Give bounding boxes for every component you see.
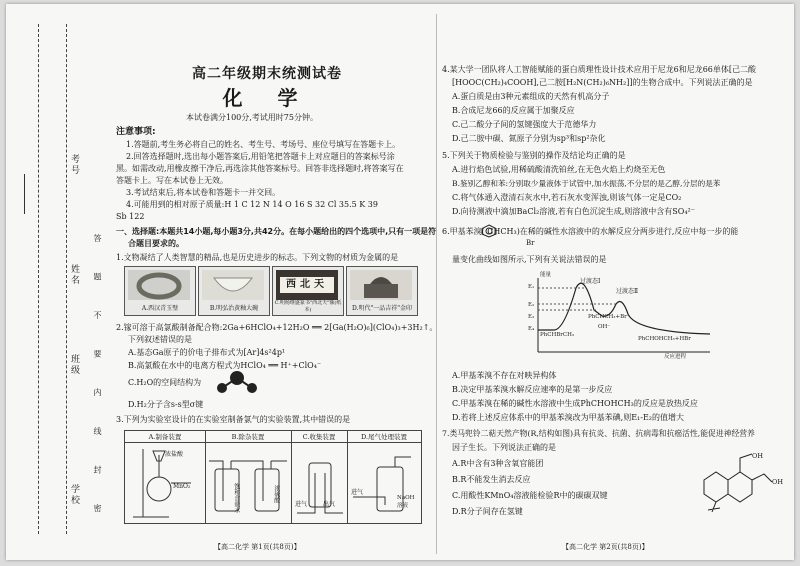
jade-bi-icon — [128, 270, 190, 300]
label-naoh: NaOH溶液 — [397, 495, 415, 509]
q6-option-d: D.若将上述反应体系中的甲基苯溴改为甲基苯碘,则E₁-E₂的值增大 — [452, 413, 685, 422]
question-3: 3.下列为实验室设计的在实验室制备氯气的实验装置,其中错误的是 — [116, 415, 351, 424]
note-7: Sb 122 — [116, 212, 145, 221]
water-molecule-icon — [212, 370, 262, 394]
q2-option-b: B.高氯酸在水中的电离方程式为HClO₄ ══ H⁺+ClO₄⁻ — [128, 361, 322, 370]
binding-strip — [10, 24, 102, 554]
note-4: 答题卡上。写在本试卷上无效。 — [116, 176, 228, 185]
label-gas-in-c: 进气 — [295, 501, 308, 508]
q7-option-b: B.R不能发生消去反应 — [452, 475, 531, 484]
page-2 — [442, 4, 790, 560]
q4-option-d: D.己二胺中碳、氮原子分别为sp³和sp²杂化 — [452, 134, 606, 143]
y-axis-label: 能量 — [540, 272, 552, 278]
question-5: 5.下列关于物质检验与鉴别的操作及结论均正确的是 — [442, 151, 626, 160]
q5-option-d: D.向待测液中滴加BaCl₂溶液,若有白色沉淀生成,则溶液中含有SO₄²⁻ — [452, 207, 695, 216]
question-6-stem: 6.甲基苯溴( CHCH₃)在稀的碱性水溶液中的水解反应分两步进行,反应中每一步的能 — [442, 227, 739, 236]
plaque-text: 西北天 — [280, 277, 334, 293]
question-7-prompt: 因子生长。下列说法正确的是 — [452, 443, 556, 452]
structure-oh-2: OH — [772, 478, 783, 486]
page-2-footer: 【高二化学 第2页(共8页)】 — [562, 543, 649, 551]
question-2-prompt: 下列叙述错误的是 — [128, 335, 192, 344]
q6-bromine-sub: Br — [526, 239, 535, 247]
q1-option-b-image — [198, 266, 270, 316]
page-divider — [436, 14, 437, 554]
q4-option-c: C.己二酸分子间的氢键强度大于范德华力 — [452, 120, 597, 129]
kaohao-label: 考号 — [69, 154, 79, 176]
class-label: 班级 — [69, 354, 79, 376]
section-1-line-2: 合题目要求的。 — [128, 239, 184, 248]
question-1: 1.文物凝结了人类智慧的精品,也是历史进步的标志。下列文物的材质为金属的是 — [116, 253, 399, 262]
seal-line-outer — [38, 24, 39, 534]
q2-option-d: D.H₂分子含s-s型σ键 — [128, 400, 204, 409]
q7-option-c: C.用酸性KMnO₄溶液能检验R中的碳碳双键 — [452, 491, 608, 500]
exam-sheet — [6, 4, 794, 560]
q1-option-d-image — [346, 266, 418, 316]
label-gas-in-d: 进气 — [351, 489, 364, 496]
q3-header-b: B.除杂装置 — [205, 432, 291, 443]
q1-option-c: C.明杨继盛篆书"西北天"额(纸本) — [274, 299, 342, 313]
q3-header-a: A.制备装置 — [125, 432, 205, 443]
q5-option-c: C.将气体通入澄清石灰水中,若石灰水变浑浊,则该气体一定是CO₂ — [452, 193, 682, 202]
q6-option-b: B.决定甲基苯溴水解反应速率的是第一步反应 — [452, 385, 613, 394]
oh-label: OH⁻ — [598, 324, 611, 330]
exam-subject: 化 学 — [222, 86, 312, 110]
page-1 — [102, 4, 438, 560]
energy-profile-figure — [524, 274, 714, 362]
q1-option-b: B.明弘治黄釉大碗 — [209, 305, 259, 313]
section-1-line-1: 一、选择题:本题共14小题,每小题3分,共42分。在每小题给出的四个选项中,只有一项是符 — [116, 227, 437, 236]
label-mno2: MnO₂ — [173, 483, 191, 490]
q3-apparatus-table — [124, 430, 422, 524]
note-5: 3.考试结束后,将本试卷和答题卡一并交回。 — [126, 188, 281, 197]
bowl-icon — [202, 270, 264, 300]
q2-option-c: C.H₂O的空间结构为 — [128, 378, 202, 387]
question-6-prompt: 量变化曲线如图所示,下列有关说法错误的是 — [452, 255, 607, 264]
ts2-label: 过渡态Ⅱ — [616, 288, 639, 295]
q1-option-a-image — [124, 266, 196, 316]
exam-title: 高二年级期末统测试卷 — [192, 66, 342, 82]
seal-line-inner — [66, 24, 67, 534]
intermediate-label: PhCHCH₃+Br⁻ — [588, 314, 630, 320]
q5-option-b: B.鉴别乙醇和苯:分别取少量液体于试管中,加水振荡,不分层的是乙醇,分层的是苯 — [452, 179, 721, 188]
page-1-footer: 【高二化学 第1页(共8页)】 — [214, 543, 301, 551]
reactant-label: PhCHBrCH₃ — [540, 332, 575, 338]
label-brine: 饱和食盐水 — [232, 483, 240, 513]
benzene-ring-icon — [480, 224, 498, 238]
exam-info: 本试卷满分100分,考试用时75分钟。 — [186, 113, 318, 122]
q1-images — [124, 266, 420, 316]
q6-option-c: C.甲基苯溴在稀的碱性水溶液中生成PhCHOHCH₃的反应是放热反应 — [452, 399, 698, 408]
q2-option-a: A.基态Ga原子的价电子排布式为[Ar]4s²4p¹ — [128, 348, 286, 357]
note-3: 黑。如需改动,用橡皮擦干净后,再选涂其他答案标号。回答非选择题时,将答案写在 — [116, 164, 404, 173]
label-h2so4: 浓硫酸 — [272, 485, 280, 503]
school-label: 学校 — [69, 484, 79, 506]
q3-header-c: C.收集装置 — [291, 432, 347, 443]
e1-label: E₁ — [528, 284, 535, 290]
notes-heading: 注意事项: — [116, 127, 156, 137]
q1-option-c-image — [272, 266, 344, 316]
gold-seal-icon — [350, 270, 412, 300]
q3-header-d: D.尾气处理装置 — [347, 432, 421, 443]
wash-bottles-icon — [209, 445, 289, 521]
e4-label: E₄ — [528, 326, 535, 332]
q1-option-d: D.明代"一品吉祥"金印 — [351, 305, 413, 313]
q7-option-d: D.R分子间存在氢键 — [452, 507, 523, 516]
x-axis-label: 反应进程 — [664, 354, 687, 360]
note-1: 1.答题前,考生务必将自己的姓名、考生号、考场号、座位号填写在答题卡上。 — [126, 140, 401, 149]
q4-option-a: A.蛋白质是由3种元素组成的天然有机高分子 — [452, 92, 610, 101]
q4-option-b: B.合成尼龙66的反应属于加聚反应 — [452, 106, 575, 115]
diterpene-structure-icon — [690, 450, 780, 514]
e2-label: E₂ — [528, 302, 535, 308]
question-4-stem: 4.某大学一团队将人工智能赋能的蛋白质理性设计技术应用于尼龙6和尼龙66单体[己二酸 — [442, 65, 757, 74]
q1-option-a: A.西汉青玉璧 — [141, 305, 179, 313]
product-label: PhCHOHCH₃+HBr — [638, 336, 691, 342]
structure-oh-1: OH — [752, 452, 763, 460]
seal-words: 答 题 不 要 内 线 封 密 — [93, 234, 102, 526]
q7-option-a: A.R中含有3种含氧官能团 — [452, 459, 544, 468]
label-gas-out-c: 出气 — [323, 501, 336, 508]
ts1-label: 过渡态Ⅰ — [580, 278, 601, 285]
e3-label: E₃ — [528, 314, 535, 320]
name-label: 姓名 — [69, 264, 79, 286]
note-2: 2.回答选择题时,选出每小题答案后,用铅笔把答题卡上对应题目的答案标号涂 — [126, 152, 395, 161]
note-6: 4.可能用到的相对原子质量:H 1 C 12 N 14 O 16 S 32 Cl 35.5 K 39 — [126, 200, 378, 209]
q6-option-a: A.甲基苯溴不存在对映异构体 — [452, 371, 557, 380]
question-4-stem-2: [HOOC(CH₂)₄COOH],己二胺[H₂N(CH₂)₆NH₂]]的生物合成中。下列说法正确的是 — [452, 78, 753, 87]
label-conc-hcl: 浓盐酸 — [165, 451, 184, 458]
question-7-stem: 7.类马兜铃二萜天然产物(R,结构如图)具有抗炎、抗菌、抗病毒和抗癌活性,能促进神经营养 — [442, 429, 755, 438]
question-2-stem: 2.镓可溶于高氯酸制备配合物:2Ga+6HClO₄+12H₂O ══ 2[Ga(H₂O)₆](ClO₄)₃+3H₂↑。 — [116, 323, 438, 332]
q5-option-a: A.进行焰色试验,用稀硫酸清洗铂丝,在无色火焰上灼烧至无色 — [452, 165, 666, 174]
